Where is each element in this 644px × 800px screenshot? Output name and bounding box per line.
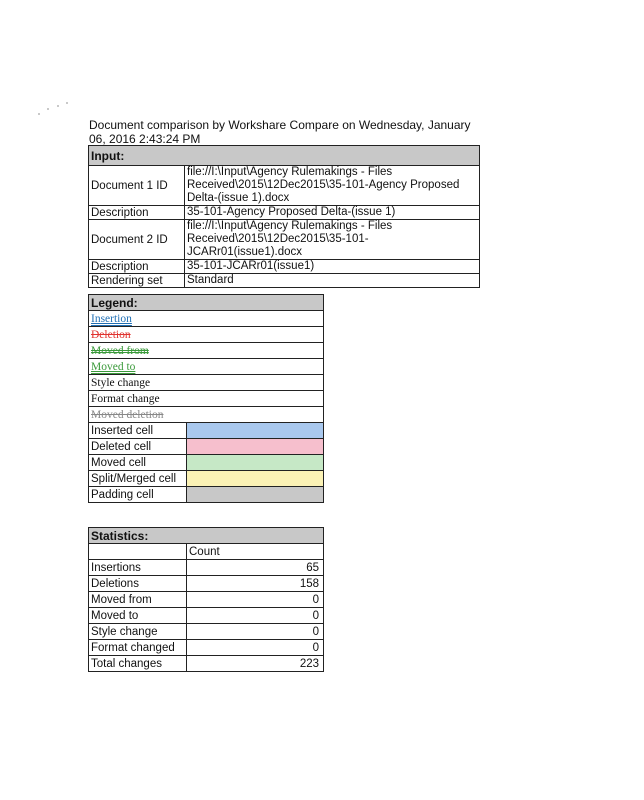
input-title: Input: [89,146,480,166]
legend-row [89,423,324,439]
legend-moved-to: Moved to [91,360,136,373]
legend-moved-cell: Moved cell [89,455,187,471]
rendering-set-value: Standard [185,274,480,288]
row-label: Description [89,260,185,274]
document-2-id: file://I:\Input\Agency Rulemakings - Files Received\2015\12Dec2015\35-101-JCARr01(issue1).docx [185,220,480,260]
legend-row [89,439,324,455]
legend-inserted-cell: Inserted cell [89,423,187,439]
legend-row [89,487,324,503]
stat-label: Moved to [89,608,187,624]
padding-cell-swatch [187,487,324,503]
stat-count: 0 [187,640,324,656]
document-1-id: file://I:\Input\Agency Rulemakings - Files Received\2015\12Dec2015\35-101-Agency Proposed Delta-(issue 1).docx [185,166,480,206]
row-label: Document 1 ID [89,166,185,206]
table-header-row [89,544,324,560]
stat-label: Deletions [89,576,187,592]
count-header: Count [187,544,324,560]
inserted-cell-swatch [187,423,324,439]
table-row [89,592,324,608]
empty-header-cell [89,544,187,560]
stat-count: 0 [187,608,324,624]
table-row [89,656,324,672]
deleted-cell-swatch [187,439,324,455]
split-merged-cell-swatch [187,471,324,487]
stat-label: Moved from [89,592,187,608]
stat-count: 0 [187,592,324,608]
legend-format-change: Format change [91,392,160,405]
legend-style-change: Style change [91,376,151,389]
legend-row [89,359,324,375]
legend-row [89,471,324,487]
table-row [89,220,480,260]
row-label: Description [89,206,185,220]
document-2-description: 35-101-JCARr01(issue1) [185,260,480,274]
input-table [88,145,480,288]
legend-row [89,407,324,423]
legend-row [89,343,324,359]
table-row [89,260,480,274]
legend-split-merged-cell: Split/Merged cell [89,471,187,487]
scan-speck [38,113,40,115]
stat-count: 0 [187,624,324,640]
stat-label: Total changes [89,656,187,672]
legend-moved-from: Moved from [91,344,149,357]
legend-row [89,375,324,391]
legend-row [89,455,324,471]
stat-count: 65 [187,560,324,576]
table-row [89,576,324,592]
legend-row [89,311,324,327]
table-row [89,624,324,640]
scan-speck [47,108,49,110]
scan-speck [57,105,59,107]
table-row [89,640,324,656]
table-row [89,206,480,220]
legend-padding-cell: Padding cell [89,487,187,503]
legend-table [88,294,324,503]
comparison-header: Document comparison by Workshare Compare on Wednesday, January 06, 2016 2:43:24 PM [89,118,471,146]
legend-moved-deletion: Moved deletion [91,408,164,421]
document-1-description: 35-101-Agency Proposed Delta-(issue 1) [185,206,480,220]
legend-row [89,391,324,407]
stat-label: Style change [89,624,187,640]
stat-count: 223 [187,656,324,672]
scan-speck [66,102,68,104]
table-row [89,608,324,624]
stat-label: Format changed [89,640,187,656]
legend-title: Legend: [89,295,324,311]
stat-label: Insertions [89,560,187,576]
legend-deletion: Deletion [91,328,131,341]
moved-cell-swatch [187,455,324,471]
legend-row [89,327,324,343]
legend-deleted-cell: Deleted cell [89,439,187,455]
table-row [89,560,324,576]
row-label: Rendering set [89,274,185,288]
statistics-table [88,527,324,672]
row-label: Document 2 ID [89,220,185,260]
stat-count: 158 [187,576,324,592]
legend-insertion: Insertion [91,312,132,325]
table-row [89,166,480,206]
table-row [89,274,480,288]
statistics-title: Statistics: [89,528,324,544]
